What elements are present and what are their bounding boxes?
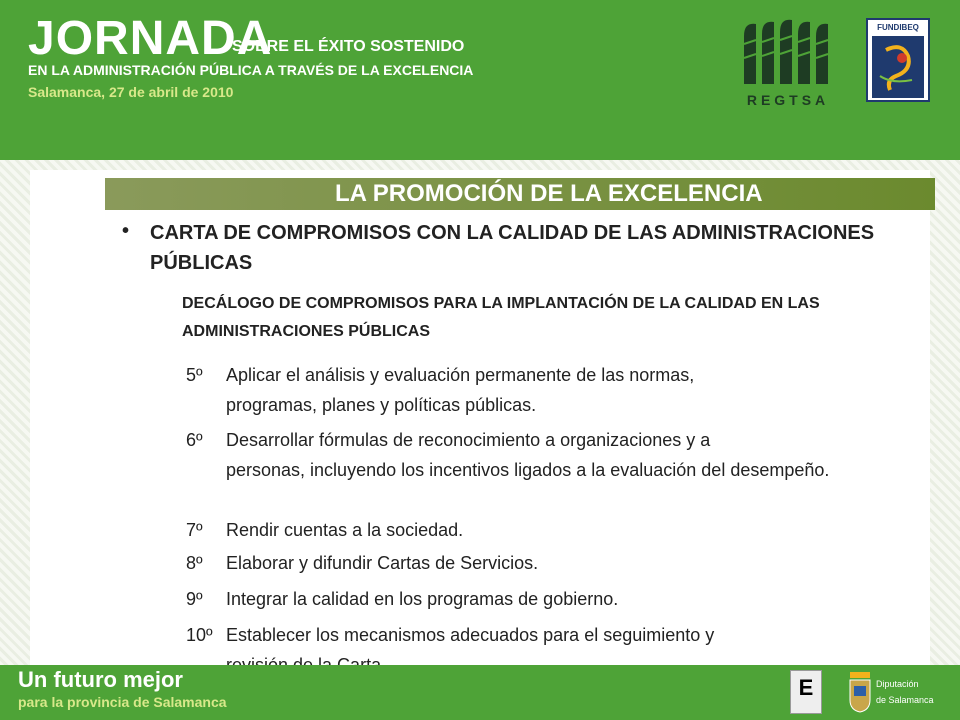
item-number: 8º [186, 553, 203, 573]
list-item [186, 425, 906, 485]
diputacion-line2: de Salamanca [876, 695, 934, 705]
item-text: Desarrollar fórmulas de reconocimiento a organizaciones y a [226, 430, 711, 450]
fundibeq-emblem-icon [872, 36, 924, 98]
list-item [186, 515, 906, 545]
footer-title: Un futuro mejor [18, 667, 183, 692]
item-text: Aplicar el análisis y evaluación permanente de las normas, [226, 365, 695, 385]
section-heading: CARTA DE COMPROMISOS CON LA CALIDAD DE LAS ADMINISTRACIONES PÚBLICAS [150, 222, 875, 274]
item-number: 7º [186, 520, 203, 540]
list-item [186, 584, 906, 614]
regtsa-logo [738, 14, 838, 108]
slide-title: LA PROMOCIÓN DE LA EXCELENCIA [335, 180, 763, 207]
item-text: Integrar la calidad en los programas de gobierno. [226, 589, 619, 609]
section-subheading: DECÁLOGO DE COMPROMISOS PARA LA IMPLANTACIÓN DE LA CALIDAD EN LAS ADMINISTRACIONES PÚBLICAS [182, 295, 820, 340]
item-number: 9º [186, 589, 203, 609]
fundibeq-logo [866, 18, 930, 102]
item-text: Elaborar y difundir Cartas de Servicios. [226, 553, 539, 573]
header-title: JORNADA [28, 12, 273, 65]
item-text: Rendir cuentas a la sociedad. [226, 520, 464, 540]
item-text-continued: personas, incluyendo los incentivos ligados a la evaluación del desempeño. [226, 460, 830, 480]
list-item [186, 360, 906, 420]
header-subtitle-line1: SOBRE EL ÉXITO SOSTENIDO [232, 38, 465, 55]
list-item [186, 548, 906, 578]
item-number: 5º [186, 365, 203, 385]
item-number: 6º [186, 430, 203, 450]
regtsa-emblem-icon [738, 14, 838, 88]
bullet-icon: • [122, 220, 130, 242]
header-subtitle-line2: EN LA ADMINISTRACIÓN PÚBLICA A TRAVÉS DE LA EXCELENCIA [28, 62, 474, 78]
diputacion-label [876, 676, 934, 708]
item-number: 10º [186, 625, 213, 645]
diputacion-line1: Diputación [876, 679, 919, 689]
item-text: Establecer los mecanismos adecuados para el seguimiento y [226, 625, 715, 645]
e-quality-logo: E [790, 670, 822, 714]
diputacion-shield-icon [848, 670, 872, 714]
footer-subtitle: para la provincia de Salamanca [18, 694, 227, 710]
item-text-continued: programas, planes y políticas públicas. [226, 395, 537, 415]
regtsa-label: REGTSA [746, 92, 830, 108]
fundibeq-label: FUNDIBEQ [877, 23, 919, 32]
header-date: Salamanca, 27 de abril de 2010 [28, 84, 234, 100]
